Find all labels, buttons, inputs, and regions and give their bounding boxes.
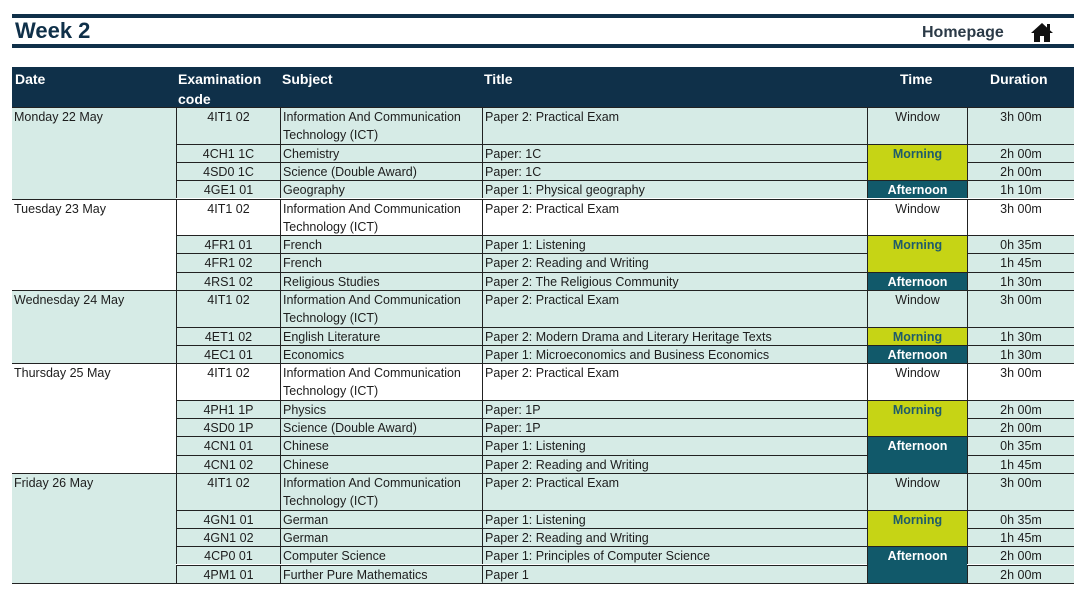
exam-code-cell: 4IT1 02 bbox=[176, 107, 280, 144]
header-code-line1: Examination bbox=[178, 71, 262, 87]
subject-cell: Information And Communication Technology (ICT) bbox=[280, 290, 482, 327]
duration-cell: 3h 00m bbox=[967, 473, 1074, 510]
duration-cell: 0h 35m bbox=[967, 510, 1074, 528]
exam-code-cell: 4SD0 1P bbox=[176, 418, 280, 436]
header-subject: Subject bbox=[282, 71, 333, 87]
exam-code-cell: 4ET1 02 bbox=[176, 327, 280, 345]
duration-cell: 3h 00m bbox=[967, 107, 1074, 144]
title-cell: Paper: 1C bbox=[482, 144, 867, 162]
subject-cell: Information And Communication Technology (ICT) bbox=[280, 199, 482, 236]
title-cell: Paper 2: Practical Exam bbox=[482, 290, 867, 327]
exam-code-cell: 4GN1 02 bbox=[176, 528, 280, 546]
title-cell: Paper: 1P bbox=[482, 418, 867, 436]
title-cell: Paper 1: Listening bbox=[482, 510, 867, 528]
exam-code-cell: 4GE1 01 bbox=[176, 180, 280, 198]
title-cell: Paper 1: Principles of Computer Science bbox=[482, 546, 867, 564]
subject-cell: German bbox=[280, 528, 482, 546]
subject-cell: German bbox=[280, 510, 482, 528]
duration-cell: 1h 45m bbox=[967, 528, 1074, 546]
subject-cell: Science (Double Award) bbox=[280, 418, 482, 436]
title-cell: Paper 2: Reading and Writing bbox=[482, 528, 867, 546]
title-cell: Paper 2: Reading and Writing bbox=[482, 455, 867, 473]
subject-cell: Science (Double Award) bbox=[280, 162, 482, 180]
time-afternoon-cell: Afternoon bbox=[867, 436, 967, 473]
title-cell: Paper 1: Microeconomics and Business Economics bbox=[482, 345, 867, 363]
title-rule-top bbox=[12, 14, 1074, 18]
subject-cell: Geography bbox=[280, 180, 482, 198]
duration-cell: 1h 30m bbox=[967, 345, 1074, 363]
time-window-cell: Window bbox=[867, 363, 967, 400]
subject-cell: Physics bbox=[280, 400, 482, 418]
time-afternoon-cell: Afternoon bbox=[867, 180, 967, 198]
date-cell: Tuesday 23 May bbox=[12, 199, 176, 291]
time-morning-cell: Morning bbox=[867, 400, 967, 437]
duration-cell: 1h 30m bbox=[967, 272, 1074, 290]
duration-cell: 2h 00m bbox=[967, 418, 1074, 436]
subject-cell: Information And Communication Technology (ICT) bbox=[280, 473, 482, 510]
exam-code-cell: 4IT1 02 bbox=[176, 473, 280, 510]
page-title: Week 2 bbox=[15, 18, 91, 43]
header-duration: Duration bbox=[990, 71, 1048, 87]
exam-code-cell: 4IT1 02 bbox=[176, 363, 280, 400]
time-window-cell: Window bbox=[867, 290, 967, 327]
table-header bbox=[12, 67, 1074, 107]
date-cell: Wednesday 24 May bbox=[12, 290, 176, 363]
header-time: Time bbox=[900, 71, 933, 87]
time-morning-cell: Morning bbox=[867, 235, 967, 272]
title-cell: Paper 2: Practical Exam bbox=[482, 363, 867, 400]
exam-code-cell: 4RS1 02 bbox=[176, 272, 280, 290]
duration-cell: 1h 45m bbox=[967, 253, 1074, 271]
duration-cell: 1h 45m bbox=[967, 455, 1074, 473]
table-bottom-rule bbox=[12, 583, 1074, 584]
time-afternoon-cell: Afternoon bbox=[867, 345, 967, 363]
home-icon[interactable] bbox=[1030, 21, 1054, 43]
subject-cell: Chemistry bbox=[280, 144, 482, 162]
exam-code-cell: 4CN1 02 bbox=[176, 455, 280, 473]
time-window-cell: Window bbox=[867, 107, 967, 144]
exam-code-cell: 4SD0 1C bbox=[176, 162, 280, 180]
time-morning-cell: Morning bbox=[867, 510, 967, 547]
subject-cell: English Literature bbox=[280, 327, 482, 345]
exam-code-cell: 4IT1 02 bbox=[176, 199, 280, 236]
duration-cell: 3h 00m bbox=[967, 290, 1074, 327]
title-cell: Paper: 1P bbox=[482, 400, 867, 418]
subject-cell: Information And Communication Technology (ICT) bbox=[280, 363, 482, 400]
header-title: Title bbox=[484, 71, 513, 87]
subject-cell: Chinese bbox=[280, 455, 482, 473]
subject-cell: Further Pure Mathematics bbox=[280, 565, 482, 583]
title-cell: Paper 2: The Religious Community bbox=[482, 272, 867, 290]
exam-code-cell: 4PH1 1P bbox=[176, 400, 280, 418]
exam-code-cell: 4CP0 01 bbox=[176, 546, 280, 564]
duration-cell: 1h 30m bbox=[967, 327, 1074, 345]
duration-cell: 2h 00m bbox=[967, 144, 1074, 162]
title-cell: Paper 1: Physical geography bbox=[482, 180, 867, 198]
time-morning-cell: Morning bbox=[867, 144, 967, 181]
time-window-cell: Window bbox=[867, 473, 967, 510]
date-cell: Friday 26 May bbox=[12, 473, 176, 583]
header-code-line2: code bbox=[178, 91, 211, 107]
duration-cell: 0h 35m bbox=[967, 436, 1074, 454]
subject-cell: Computer Science bbox=[280, 546, 482, 564]
title-rule-bottom bbox=[12, 44, 1074, 48]
exam-code-cell: 4FR1 02 bbox=[176, 253, 280, 271]
exam-code-cell: 4CN1 01 bbox=[176, 436, 280, 454]
duration-cell: 3h 00m bbox=[967, 363, 1074, 400]
title-cell: Paper 2: Practical Exam bbox=[482, 473, 867, 510]
title-cell: Paper 1: Listening bbox=[482, 436, 867, 454]
homepage-link[interactable]: Homepage bbox=[922, 24, 1004, 41]
subject-cell: French bbox=[280, 235, 482, 253]
title-cell: Paper 2: Practical Exam bbox=[482, 107, 867, 144]
title-cell: Paper 1 bbox=[482, 565, 867, 583]
duration-cell: 0h 35m bbox=[967, 235, 1074, 253]
date-cell: Thursday 25 May bbox=[12, 363, 176, 473]
header-date: Date bbox=[15, 71, 46, 87]
title-cell: Paper 2: Practical Exam bbox=[482, 199, 867, 236]
time-afternoon-cell: Afternoon bbox=[867, 272, 967, 290]
exam-code-cell: 4IT1 02 bbox=[176, 290, 280, 327]
exam-code-cell: 4EC1 01 bbox=[176, 345, 280, 363]
title-cell: Paper 1: Listening bbox=[482, 235, 867, 253]
exam-code-cell: 4PM1 01 bbox=[176, 565, 280, 583]
title-cell: Paper: 1C bbox=[482, 162, 867, 180]
subject-cell: Religious Studies bbox=[280, 272, 482, 290]
exam-code-cell: 4GN1 01 bbox=[176, 510, 280, 528]
duration-cell: 2h 00m bbox=[967, 546, 1074, 564]
subject-cell: Information And Communication Technology (ICT) bbox=[280, 107, 482, 144]
subject-cell: French bbox=[280, 253, 482, 271]
duration-cell: 2h 00m bbox=[967, 565, 1074, 583]
subject-cell: Chinese bbox=[280, 436, 482, 454]
subject-cell: Economics bbox=[280, 345, 482, 363]
title-cell: Paper 2: Reading and Writing bbox=[482, 253, 867, 271]
time-morning-cell: Morning bbox=[867, 327, 967, 345]
title-cell: Paper 2: Modern Drama and Literary Heritage Texts bbox=[482, 327, 867, 345]
time-window-cell: Window bbox=[867, 199, 967, 236]
duration-cell: 1h 10m bbox=[967, 180, 1074, 198]
exam-code-cell: 4FR1 01 bbox=[176, 235, 280, 253]
date-cell: Monday 22 May bbox=[12, 107, 176, 199]
time-afternoon-cell: Afternoon bbox=[867, 546, 967, 583]
duration-cell: 2h 00m bbox=[967, 162, 1074, 180]
duration-cell: 3h 00m bbox=[967, 199, 1074, 236]
exam-code-cell: 4CH1 1C bbox=[176, 144, 280, 162]
duration-cell: 2h 00m bbox=[967, 400, 1074, 418]
